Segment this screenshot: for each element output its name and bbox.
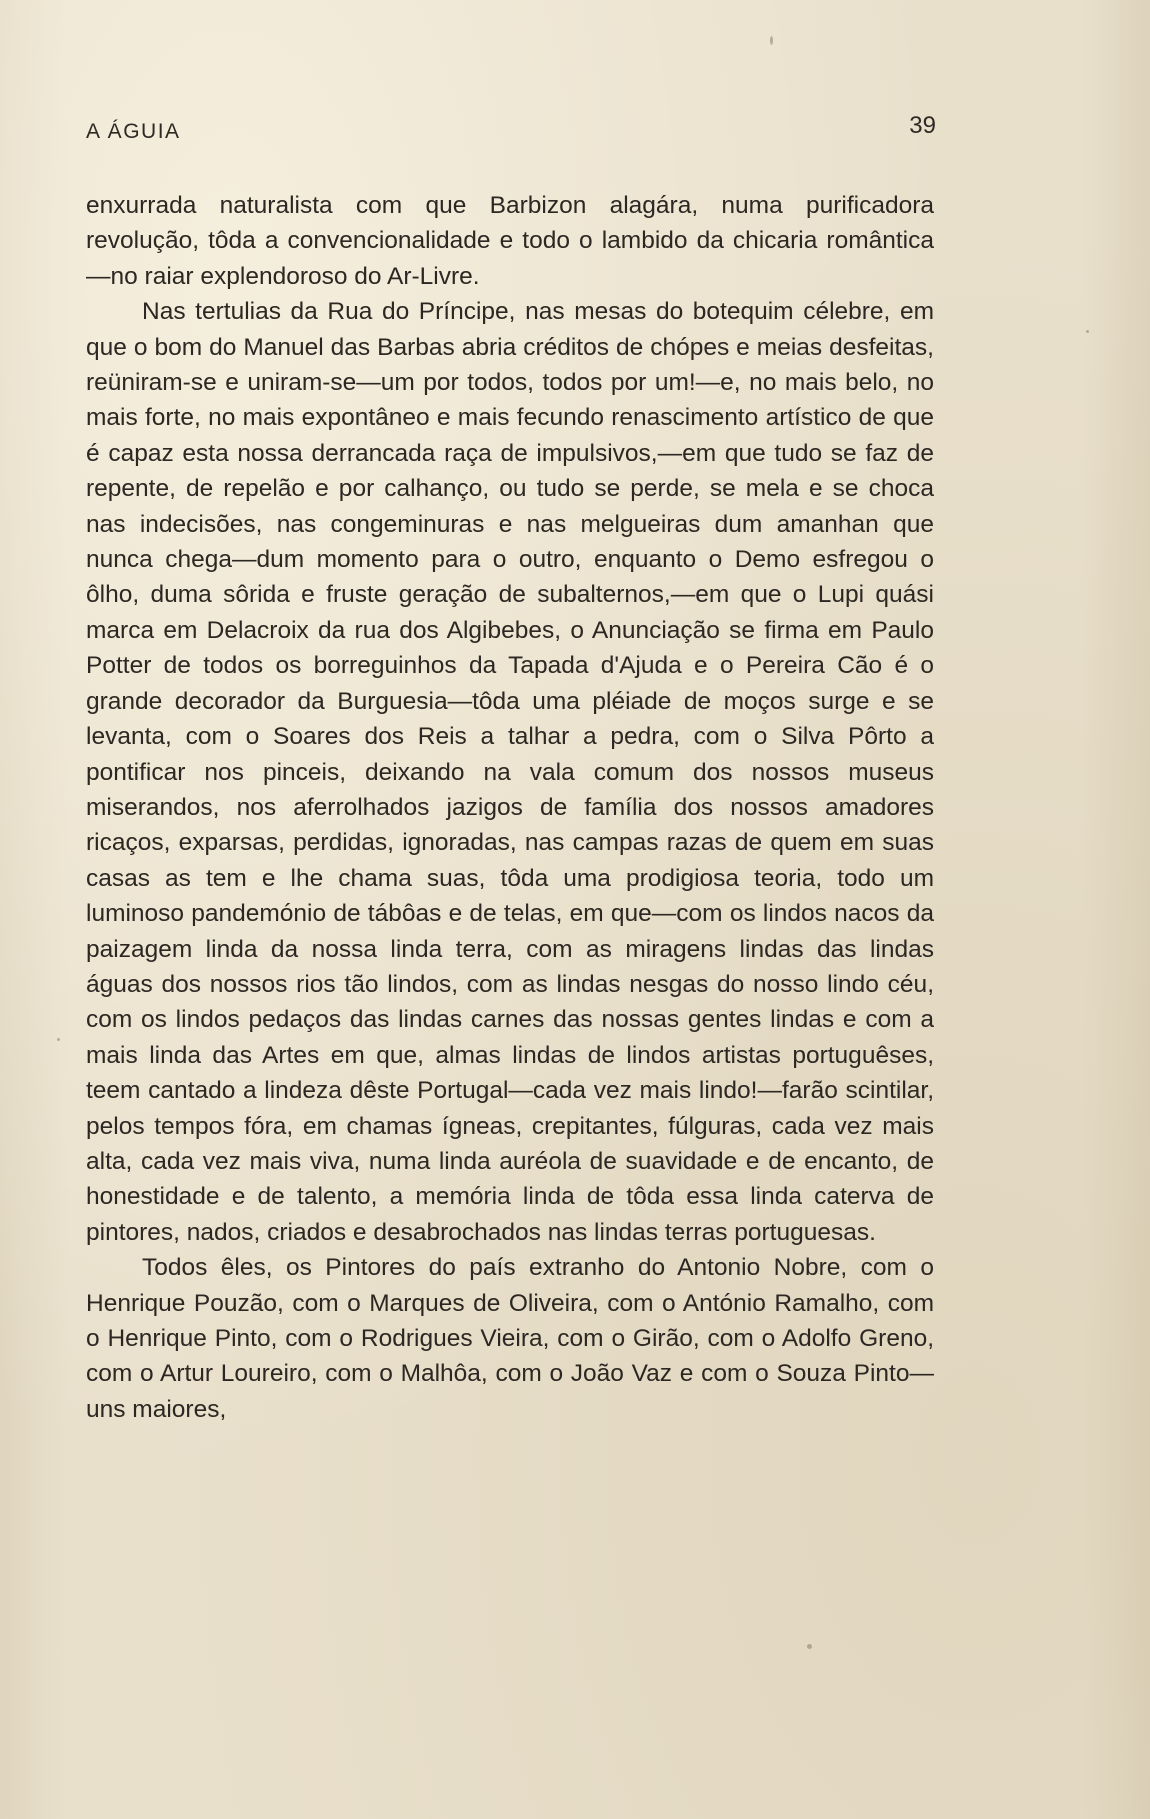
body-text: [86, 188, 934, 1427]
paper-speck: [1086, 330, 1089, 333]
paragraph: Nas tertulias da Rua do Príncipe, nas mesas do botequim célebre, em que o bom do Manuel das Barbas abria créditos de chópes e meias desfeitas, reüniram-se e uniram-se—um por todos, todos por um!—e, no mais belo, no mais forte, no mais expontâneo e mais fecundo renascimento artístico de que é capaz esta nossa derrancada raça de impulsivos,—em que tudo se faz de repente, de repelão e por calhanço, ou tudo se perde, se mela e se choca nas indecisões, nas congeminuras e nas melgueiras dum amanhan que nunca chega—dum momento para o outro, enquanto o Demo esfregou o ôlho, duma sôrida e fruste geração de subalternos,—em que o Lupi quási marca em Delacroix da rua dos Algibebes, o Anunciação se firma em Paulo Potter de todos os borreguinhos da Tapada d'Ajuda e o Pereira Cão é o grande decorador da Burguesia—tôda uma pléiade de moços surge e se levanta, com o Soares dos Reis a talhar a pedra, com o Silva Pôrto a pontificar nos pinceis, deixando na vala comum dos nossos museus miserandos, nos aferrolhados jazigos de família dos nossos amadores ricaços, exparsas, perdidas, ignoradas, nas campas razas de quem em suas casas as tem e lhe chama suas, tôda uma prodigiosa teoria, todo um luminoso pandemónio de tábôas e de telas, em que—com os lindos nacos da paizagem linda da nossa linda terra, com as miragens lindas das lindas águas dos nossos rios tão lindos, com as lindas nesgas do nosso lindo céu, com os lindos pedaços das lindas carnes das nossas gentes lindas e com a mais linda das Artes em que, almas lindas de lindos artistas portuguêses, teem cantado a lindeza dêste Portugal—cada vez mais lindo!—farão scintilar, pelos tempos fóra, em chamas ígneas, crepitantes, fúlguras, cada vez mais alta, cada vez mais viva, numa linda auréola de suavidade e de encanto, de honestidade e de talento, a memória linda de tôda essa linda caterva de pintores, nados, criados e desabrochados nas lindas terras portuguesas.: [86, 298, 934, 1246]
paper-speck: [57, 1038, 60, 1041]
paper-speck: [770, 36, 773, 45]
paragraph: enxurrada naturalista com que Barbizon alagára, numa purificadora revolução, tôda a convencionalidade e todo o lambido da chicaria romântica—no raiar explendoroso do Ar-Livre.: [86, 192, 934, 290]
page-number: 39: [909, 112, 936, 139]
page-header: [86, 112, 936, 152]
paper-speck: [807, 1644, 812, 1649]
running-head: A ÁGUIA: [86, 120, 181, 143]
paragraph: Todos êles, os Pintores do país extranho do Antonio Nobre, com o Henrique Pouzão, com o Marques de Oliveira, com o António Ramalho, com o Henrique Pinto, com o Rodrigues Vieira, com o Girão, com o Adolfo Greno, com o Artur Loureiro, com o Malhôa, com o João Vaz e com o Souza Pinto—uns maiores,: [86, 1254, 934, 1423]
